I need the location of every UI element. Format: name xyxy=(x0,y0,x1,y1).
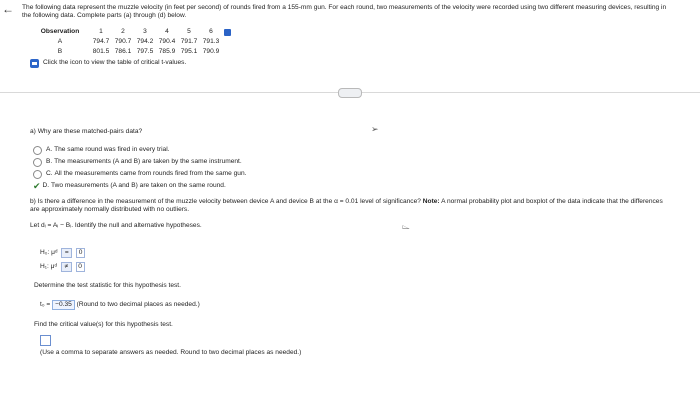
t0-hint: (Round to two decimal places as needed.) xyxy=(76,301,200,308)
option-text: Two measurements (A and B) are taken on the same round. xyxy=(50,182,226,189)
pointer-icon: ➢ xyxy=(371,124,379,134)
table-cell: 790.4 xyxy=(158,37,176,45)
problem-intro: The following data represent the muzzle velocity (in feet per second) of rounds fired from a 155-mm gun. For each round, two measurements of the velocity were recorded using two different measuring devices, resulting in the following data. Complete parts (a) through (d) below. xyxy=(22,4,667,20)
null-hypothesis xyxy=(40,248,85,258)
option-letter: C. xyxy=(46,170,53,178)
h0-lhs: H₀: μᵈ xyxy=(40,249,58,256)
checkmark-icon: ✔ xyxy=(33,180,41,191)
option-text: The same round was fired in every trial. xyxy=(54,146,170,154)
option-a[interactable] xyxy=(33,146,170,155)
part-b-question xyxy=(30,198,670,214)
alternative-hypothesis xyxy=(40,262,85,272)
option-letter: A. xyxy=(46,146,53,154)
table-cell: 790.9 xyxy=(202,47,220,55)
table-cell: 801.5 xyxy=(92,47,110,55)
radio-button[interactable] xyxy=(33,158,42,167)
option-d[interactable] xyxy=(33,182,226,190)
part-a-question: a) Why are these matched-pairs data? xyxy=(30,128,143,135)
h1-value[interactable]: 0 xyxy=(76,262,85,272)
copy-data-icon[interactable] xyxy=(224,29,231,36)
critical-values-link-row[interactable] xyxy=(30,59,186,68)
let-statement: Let dᵢ = Aᵢ − Bᵢ. Identify the null and alternative hypotheses. xyxy=(30,222,202,229)
table-header-row xyxy=(30,27,231,37)
h1-lhs: H₁: μᵈ xyxy=(40,263,57,270)
table-cell: 785.9 xyxy=(158,47,176,55)
collapse-handle[interactable] xyxy=(338,88,362,98)
obs-header: 5 xyxy=(187,27,191,35)
obs-header: 6 xyxy=(209,27,213,35)
critical-values-link-text[interactable]: Click the icon to view the table of critical t-values. xyxy=(43,59,187,67)
obs-header: 3 xyxy=(143,27,147,35)
note-label: Note: xyxy=(422,198,440,205)
row-label: B xyxy=(57,47,63,55)
table-cell: 797.5 xyxy=(136,47,154,55)
critical-value-hint: (Use a comma to separate answers as needed. Round to two decimal places as needed.) xyxy=(40,349,302,356)
t0-label: t₀ = xyxy=(40,301,51,308)
option-text: All the measurements came from rounds fired from the same gun. xyxy=(54,170,247,178)
obs-header: 4 xyxy=(165,27,169,35)
test-stat-prompt: Determine the test statistic for this hypothesis test. xyxy=(34,282,181,289)
test-stat-row xyxy=(40,300,200,310)
critical-value-prompt: Find the critical value(s) for this hypothesis test. xyxy=(34,321,173,328)
table-row xyxy=(30,37,231,47)
table-icon[interactable] xyxy=(30,59,39,68)
radio-button[interactable] xyxy=(33,170,42,179)
option-letter: B. xyxy=(46,158,53,166)
option-letter: D. xyxy=(42,182,50,189)
t0-input[interactable]: −0.35 xyxy=(52,300,75,310)
table-cell: 790.7 xyxy=(114,37,132,45)
option-text: The measurements (A and B) are taken by the same instrument. xyxy=(54,158,242,166)
h1-operator-select[interactable]: ≠ xyxy=(61,262,72,272)
part-b-text: b) Is there a difference in the measurement of the muzzle velocity between device A and device B at the α = 0.01 level of significance? xyxy=(30,198,421,205)
table-cell: 791.3 xyxy=(202,37,220,45)
option-b[interactable] xyxy=(33,158,242,167)
obs-header: 1 xyxy=(99,27,103,35)
radio-button[interactable] xyxy=(33,146,42,155)
table-cell: 791.7 xyxy=(180,37,198,45)
obs-header: 2 xyxy=(121,27,125,35)
h0-operator-select[interactable]: = xyxy=(61,248,72,258)
mouse-cursor-icon: ⌳ xyxy=(402,221,410,232)
data-table xyxy=(30,27,231,57)
table-cell: 794.7 xyxy=(92,37,110,45)
h0-value[interactable]: 0 xyxy=(76,248,85,258)
back-arrow-icon[interactable]: ← xyxy=(2,2,14,16)
observation-header: Observation xyxy=(40,27,80,35)
table-row xyxy=(30,47,231,57)
table-cell: 786.1 xyxy=(114,47,132,55)
table-cell: 795.1 xyxy=(180,47,198,55)
note-text: A normal probability plot and boxplot of the data indicate that the differences are approximately normally distributed with no outliers. xyxy=(30,198,663,214)
row-label: A xyxy=(57,37,63,45)
critical-value-input[interactable] xyxy=(40,335,51,346)
option-c[interactable] xyxy=(33,170,246,179)
table-cell: 794.2 xyxy=(136,37,154,45)
